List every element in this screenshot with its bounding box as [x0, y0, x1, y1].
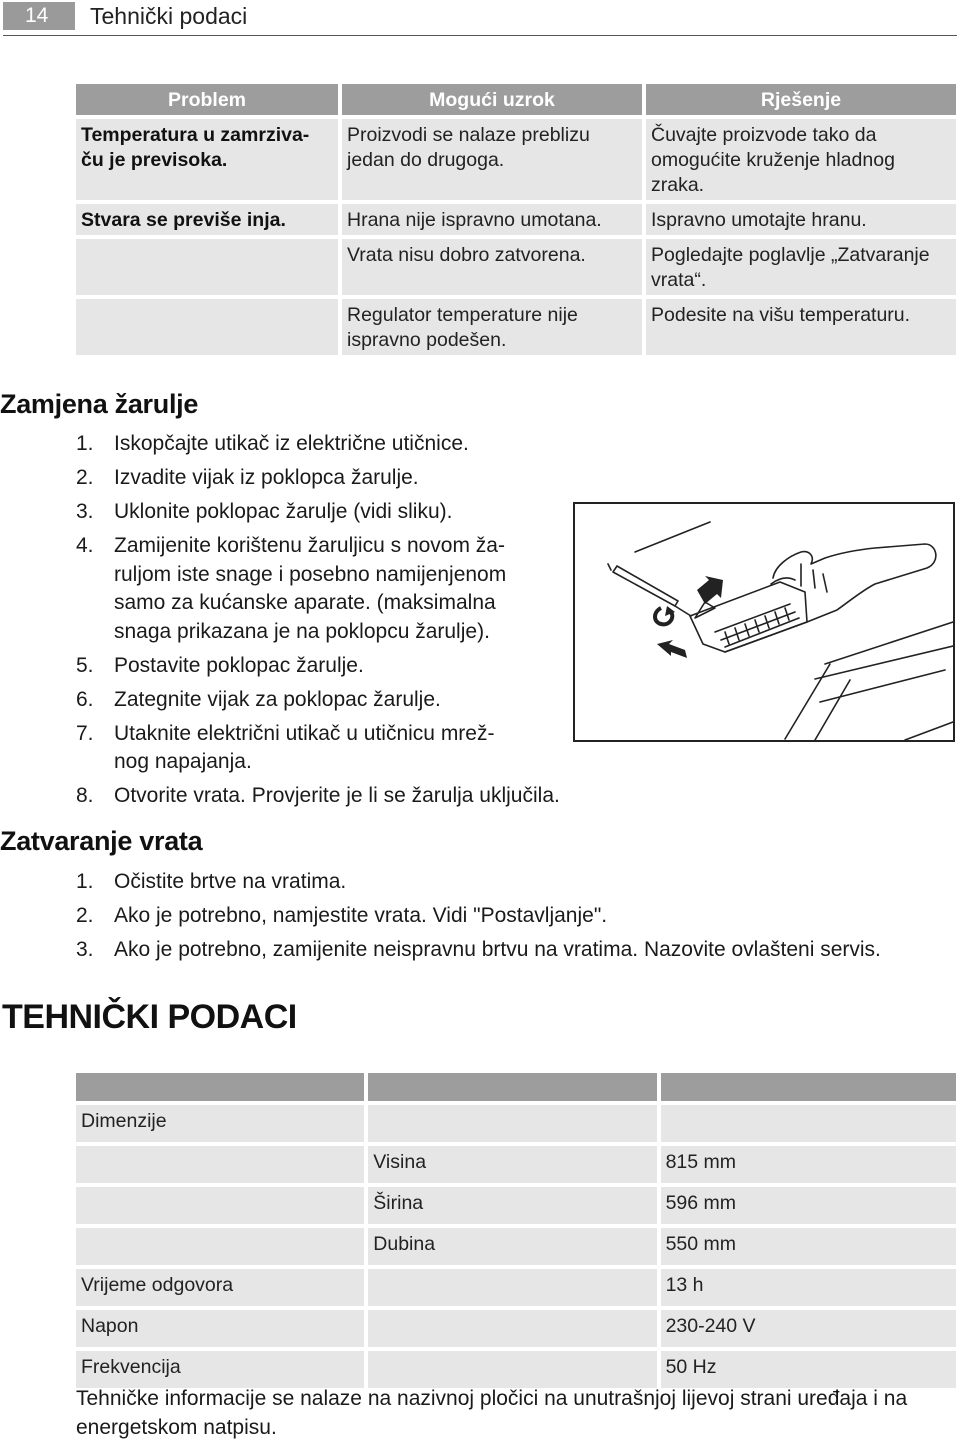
step-number: 4. [76, 534, 94, 557]
troubleshooting-table [72, 80, 960, 359]
spec-sublabel-cell [368, 1105, 656, 1142]
list-item [76, 902, 956, 931]
spec-label-cell: Dimenzije [76, 1105, 364, 1142]
list-item [76, 782, 581, 811]
spec-value-cell: 230-240 V [661, 1310, 956, 1347]
spec-sublabel-cell [368, 1351, 656, 1388]
step-number: 2. [76, 904, 94, 927]
step-text: Zamijenite korištenu žaruljicu s novom ža- ruljom iste snage i posebno namijenjenom samo za kućanske aparate. (maksimalna snaga prikazana je na poklopcu žarulje). [114, 534, 507, 643]
solution-cell: Podesite na višu temperaturu. [646, 299, 956, 355]
problem-cell [76, 299, 338, 355]
tech-footnote: Tehničke informacije se nalaze na nazivnoj pločici na unutrašnjoj lijevoj strani uređaja i na energetskom natpisu. [76, 1387, 908, 1439]
cause-cell: Regulator temperature nije ispravno podešen. [342, 299, 642, 355]
step-number: 7. [76, 721, 94, 745]
step-number: 1. [76, 432, 94, 455]
spec-sublabel-cell [368, 1310, 656, 1347]
spec-value-cell: 50 Hz [661, 1351, 956, 1388]
bulb-section-heading: Zamjena žarulje [0, 389, 199, 419]
step-number: 6. [76, 687, 94, 711]
spec-value-cell: 13 h [661, 1269, 956, 1306]
list-item [76, 532, 581, 646]
spec-value-cell: 550 mm [661, 1228, 956, 1265]
spec-label-cell [76, 1187, 364, 1224]
spec-sublabel-cell [368, 1269, 656, 1306]
lamp-cover-drawing [575, 504, 953, 740]
page-title: Tehnički podaci [90, 3, 248, 29]
table-row [76, 1269, 956, 1306]
step-number: 1. [76, 870, 94, 893]
table-row [76, 1146, 956, 1183]
table-row [76, 1105, 956, 1142]
column-header-cause: Mogući uzrok [342, 84, 642, 115]
step-text: Očistite brtve na vratima. [114, 870, 347, 893]
list-item [76, 936, 956, 965]
step-text: Postavite poklopac žarulje. [114, 653, 364, 677]
table-row [76, 119, 956, 200]
step-number: 2. [76, 466, 94, 489]
step-text: Izvadite vijak iz poklopca žarulje. [114, 466, 419, 489]
list-item [76, 430, 581, 459]
table-header-row [76, 1073, 956, 1101]
step-number: 5. [76, 653, 94, 677]
step-text: Ako je potrebno, zamijenite neispravnu brtvu na vratima. Nazovite ovlašteni servis. [114, 938, 881, 961]
spec-value-cell [661, 1105, 956, 1142]
table-row [76, 239, 956, 295]
door-steps-list [76, 868, 956, 970]
cause-cell: Vrata nisu dobro zatvorena. [342, 239, 642, 295]
door-section-heading: Zatvaranje vrata [0, 826, 203, 856]
step-number: 8. [76, 784, 94, 807]
cause-cell: Proizvodi se nalaze preblizu jedan do drugoga. [342, 119, 642, 200]
column-header-problem: Problem [76, 84, 338, 115]
table-row [76, 204, 956, 235]
spec-value-cell: 815 mm [661, 1146, 956, 1183]
table-row [76, 299, 956, 355]
tech-data-heading: TEHNIČKI PODACI [2, 998, 297, 1036]
list-item [76, 868, 956, 897]
tech-specs-table [72, 1069, 960, 1392]
step-text: Iskopčajte utikač iz električne utičnice. [114, 432, 469, 455]
lamp-cover-illustration [573, 502, 955, 742]
spec-label-cell [76, 1228, 364, 1265]
header-cell [368, 1073, 656, 1101]
list-item [76, 652, 581, 681]
header-cell [661, 1073, 956, 1101]
step-number: 3. [76, 500, 94, 523]
list-item [76, 498, 581, 527]
problem-cell: Temperatura u zamrziva- ču je previsoka. [76, 119, 338, 200]
table-row [76, 1187, 956, 1224]
spec-label-cell: Frekvencija [76, 1351, 364, 1388]
step-text: Utaknite električni utikač u utičnicu mrež- nog napajanja. [114, 721, 495, 773]
step-text: Uklonite poklopac žarulje (vidi sliku). [114, 500, 453, 523]
step-text: Otvorite vrata. Provjerite je li se žarulja uključila. [114, 784, 560, 807]
step-text: Zategnite vijak za poklopac žarulje. [114, 687, 441, 711]
page-number: 14 [3, 2, 75, 30]
solution-cell: Čuvajte proizvode tako da omogućite kruženje hladnog zraka. [646, 119, 956, 200]
spec-sublabel-cell: Visina [368, 1146, 656, 1183]
spec-sublabel-cell: Širina [368, 1187, 656, 1224]
step-number: 3. [76, 938, 94, 961]
list-item [76, 720, 581, 777]
solution-cell: Ispravno umotajte hranu. [646, 204, 956, 235]
header-cell [76, 1073, 364, 1101]
header-divider [3, 35, 957, 36]
solution-cell: Pogledajte poglavlje „Zatvaranje vrata“. [646, 239, 956, 295]
bulb-steps-list [76, 430, 581, 816]
page-header [0, 0, 960, 34]
list-item [76, 464, 581, 493]
step-text: Ako je potrebno, namjestite vrata. Vidi "Postavljanje". [114, 904, 608, 927]
spec-label-cell: Vrijeme odgovora [76, 1269, 364, 1306]
spec-value-cell: 596 mm [661, 1187, 956, 1224]
spec-sublabel-cell: Dubina [368, 1228, 656, 1265]
table-row [76, 1228, 956, 1265]
column-header-solution: Rješenje [646, 84, 956, 115]
list-item [76, 686, 581, 715]
cause-cell: Hrana nije ispravno umotana. [342, 204, 642, 235]
problem-cell: Stvara se previše inja. [76, 204, 338, 235]
spec-label-cell [76, 1146, 364, 1183]
table-header-row [76, 84, 956, 115]
table-row [76, 1351, 956, 1388]
table-row [76, 1310, 956, 1347]
spec-label-cell: Napon [76, 1310, 364, 1347]
problem-cell [76, 239, 338, 295]
